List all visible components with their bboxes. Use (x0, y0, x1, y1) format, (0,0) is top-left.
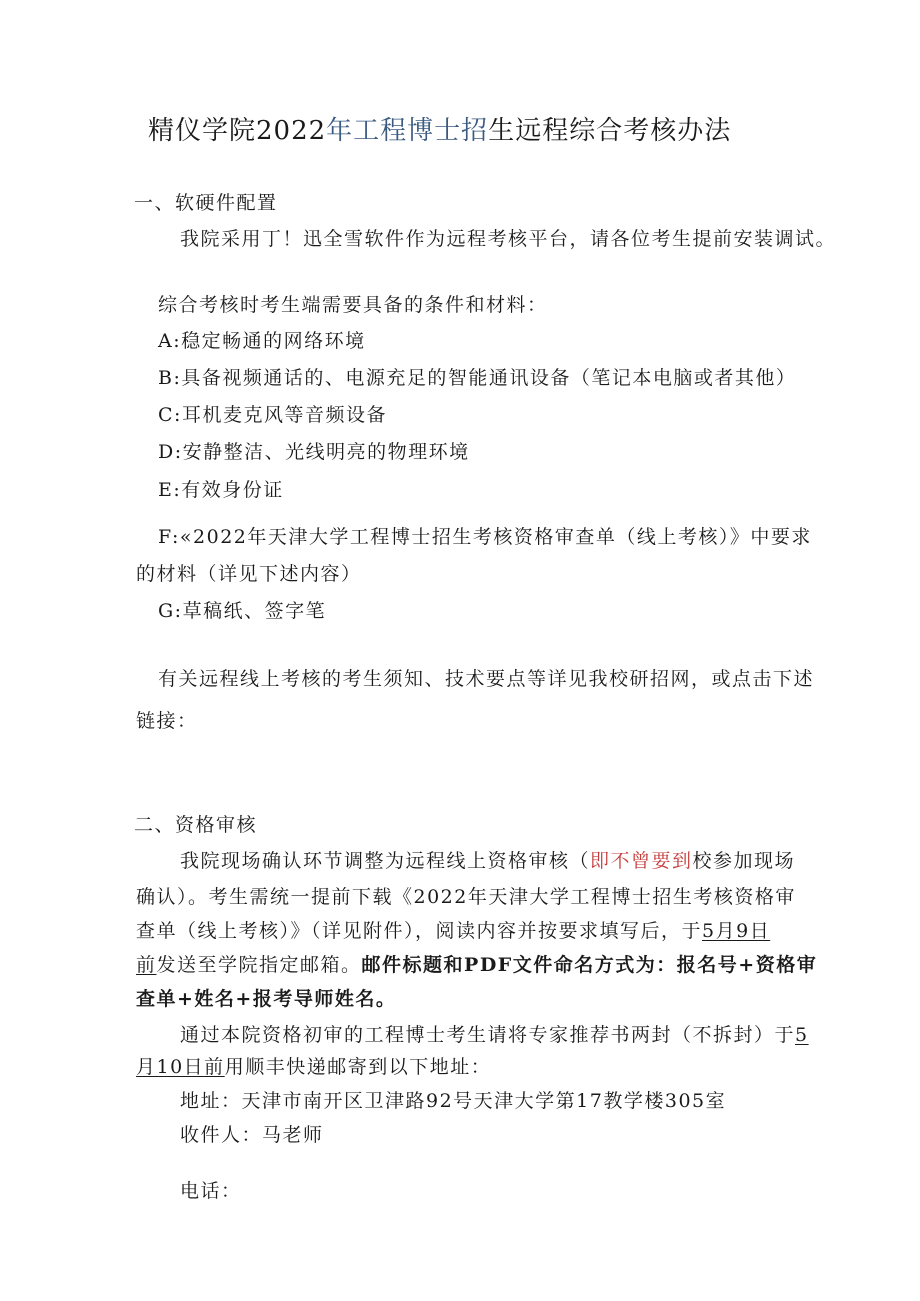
qualification-para-1-line-4 (136, 952, 817, 978)
email-naming-rule: 邮件标题和PDF文件命名方式为：报名号+资格审 (361, 954, 818, 976)
qualification-para-2-line-2 (136, 1054, 491, 1080)
condition-item-b: B:具备视频通话的、电源充足的智能通讯设备（笔记本电脑或者其他） (158, 367, 797, 389)
para-1-text-b: 校参加现场 (692, 850, 796, 872)
qualification-para-1-line-3 (136, 918, 770, 944)
recipient: 收件人：马老师 (180, 1124, 324, 1146)
phone-label: 电话： (180, 1180, 242, 1202)
document-title (148, 114, 731, 148)
condition-item-g: G:草稿纸、签字笔 (158, 600, 327, 622)
conditions-intro: 综合考核时考生端需要具备的条件和材料： (158, 294, 548, 316)
title-part-1: 精仪学院2022 (148, 116, 327, 146)
mailing-address: 地址：天津市南开区卫津路92号天津大学第17教学楼305室 (180, 1090, 727, 1112)
para-1-line-3-text: 查单（线上考核）》（详见附件），阅读内容并按要求填写后，于 (136, 920, 703, 942)
para-2-line-2-text: 用顺丰快递邮寄到以下地址： (224, 1056, 492, 1078)
notice-line-1: 有关远程线上考核的考生须知、技术要点等详见我校研招网，或点击下述 (158, 668, 815, 690)
qualification-para-1-line-5: 查单+姓名+报考导师姓名。 (136, 988, 397, 1010)
title-part-3: 生远程综合考核办法 (488, 116, 732, 146)
condition-item-f-line-2: 的材料（详见下述内容） (136, 563, 362, 585)
qualification-para-2-line-1 (180, 1022, 809, 1048)
section-1-heading: 一、软硬件配置 (134, 192, 278, 214)
notice-line-2: 链接： (136, 710, 198, 732)
condition-item-d: D:安静整洁、光线明亮的物理环境 (158, 441, 470, 463)
section-2-heading: 二、资格审核 (134, 814, 258, 836)
para-1-text-a: 我院现场确认环节调整为远程线上资格审核（ (180, 850, 591, 872)
qualification-para-1-line-2: 确认）。考生需统一提前下载《2022年天津大学工程博士招生考核资格审 (136, 886, 796, 908)
para-1-line-4-text: 发送至学院指定邮箱。 (156, 954, 362, 976)
title-part-2: 年工程博士招 (326, 116, 489, 146)
para-1-red-text: 即不曾要到 (590, 850, 693, 872)
condition-item-e: E:有效身份证 (158, 479, 284, 501)
condition-item-c: C:耳机麦克风等音频设备 (158, 404, 387, 426)
deadline-may-9: 5月9日 (702, 920, 771, 942)
condition-item-f-line-1: F:«2022年天津大学工程博士招生考核资格审查单（线上考核）》中要求 (158, 526, 812, 548)
deadline-may-10-part-2: 月10日前 (136, 1056, 225, 1078)
section-1-intro: 我院采用丁！迅全雪软件作为远程考核平台，请各位考生提前安装调试。 (180, 228, 837, 250)
para-2-line-1-text: 通过本院资格初审的工程博士考生请将专家推荐书两封（不拆封）于 (180, 1024, 796, 1046)
qualification-para-1-line-1 (180, 848, 795, 874)
deadline-may-10-part-1: 5 (795, 1024, 809, 1046)
deadline-before: 前 (136, 954, 157, 976)
condition-item-a: A:稳定畅通的网络环境 (158, 330, 366, 352)
